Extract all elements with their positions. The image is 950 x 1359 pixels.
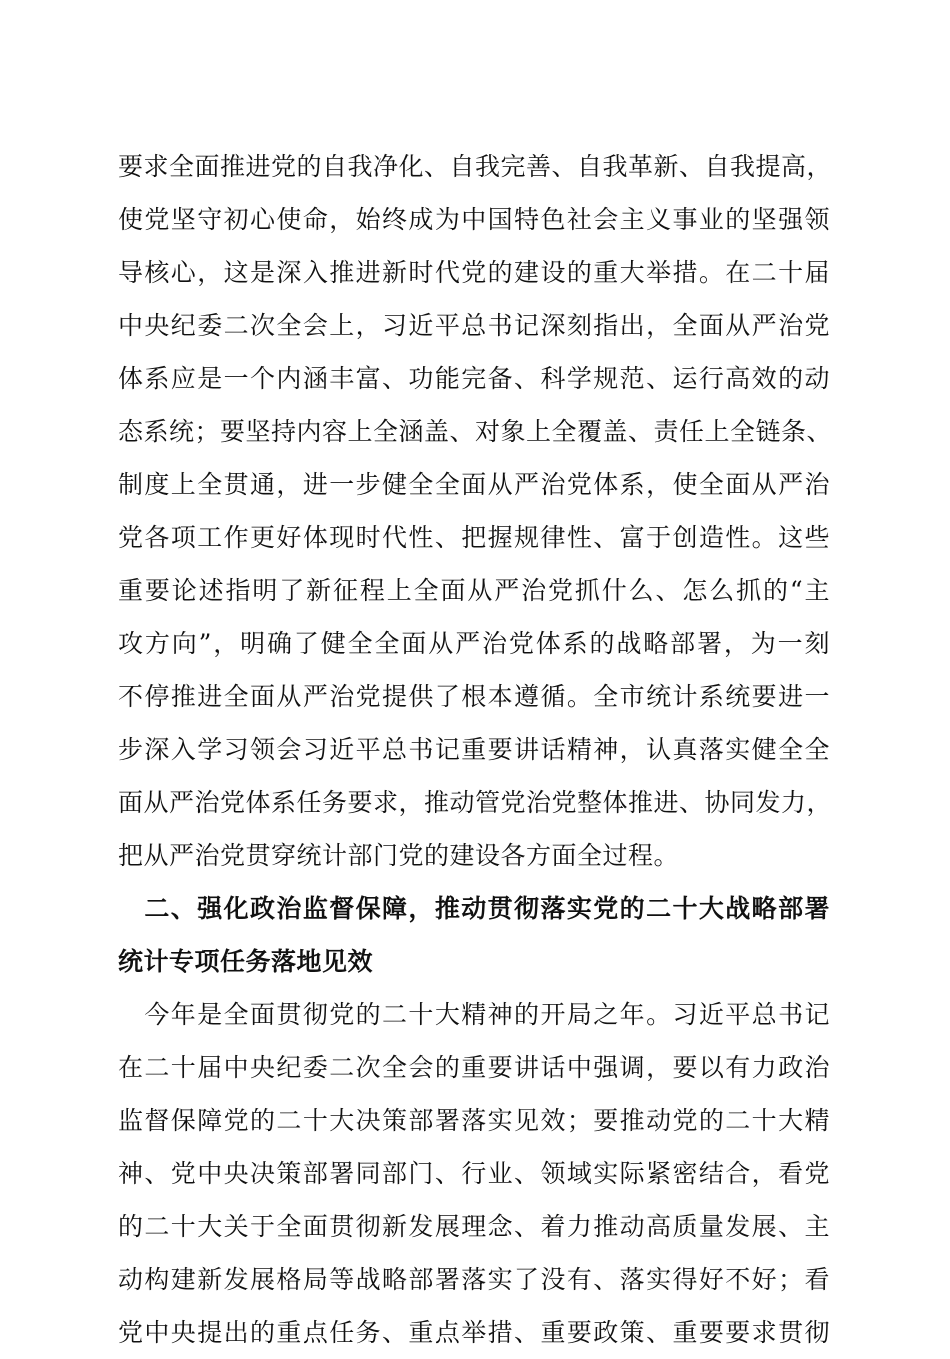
text-line: 监督保障党的二十大决策部署落实见效；要推动党的二十大精: [118, 1106, 830, 1135]
text-line: 导核心，这是深入推进新时代党的建设的重大举措。在二十届: [118, 258, 830, 287]
heading-line: 统计专项任务落地见效: [118, 947, 374, 976]
text-line: 中央纪委二次全会上，习近平总书记深刻指出，全面从严治党: [118, 311, 830, 340]
text-line: 把从严治党贯穿统计部门党的建设各方面全过程。: [118, 841, 680, 870]
document-body: [118, 140, 833, 1359]
text-line: 面从严治党体系任务要求，推动管党治党整体推进、协同发力，: [118, 788, 833, 817]
text-line: 动构建新发展格局等战略部署落实了没有、落实得好不好；看: [118, 1265, 830, 1294]
text-line: 党中央提出的重点任务、重点举措、重要政策、重要要求贯彻: [118, 1318, 830, 1347]
heading-line: 二、强化政治监督保障，推动贯彻落实党的二十大战略部署: [118, 894, 830, 923]
paragraph: [118, 988, 830, 1359]
text-line: 重要论述指明了新征程上全面从严治党抓什么、怎么抓的“主: [118, 576, 830, 605]
text-line: 制度上全贯通，进一步健全全面从严治党体系，使全面从严治: [118, 470, 830, 499]
text-line: 步深入学习领会习近平总书记重要讲话精神，认真落实健全全: [118, 735, 830, 764]
text-line: 使党坚守初心使命，始终成为中国特色社会主义事业的坚强领: [118, 205, 830, 234]
text-line: 的二十大关于全面贯彻新发展理念、着力推动高质量发展、主: [118, 1212, 830, 1241]
text-line: 攻方向”，明确了健全全面从严治党体系的战略部署，为一刻: [118, 629, 830, 658]
text-line: 体系应是一个内涵丰富、功能完备、科学规范、运行高效的动: [118, 364, 830, 393]
text-line: 神、党中央决策部署同部门、行业、领域实际紧密结合，看党: [118, 1159, 830, 1188]
paragraph: [118, 140, 833, 882]
text-line: 态系统；要坚持内容上全涵盖、对象上全覆盖、责任上全链条、: [118, 417, 833, 446]
text-line: 党各项工作更好体现时代性、把握规律性、富于创造性。这些: [118, 523, 830, 552]
text-line: 不停推进全面从严治党提供了根本遵循。全市统计系统要进一: [118, 682, 830, 711]
text-line: 今年是全面贯彻党的二十大精神的开局之年。习近平总书记: [118, 1000, 830, 1029]
section-heading: [118, 882, 830, 988]
text-line: 要求全面推进党的自我净化、自我完善、自我革新、自我提高，: [118, 152, 833, 181]
text-line: 在二十届中央纪委二次全会的重要讲话中强调，要以有力政治: [118, 1053, 830, 1082]
